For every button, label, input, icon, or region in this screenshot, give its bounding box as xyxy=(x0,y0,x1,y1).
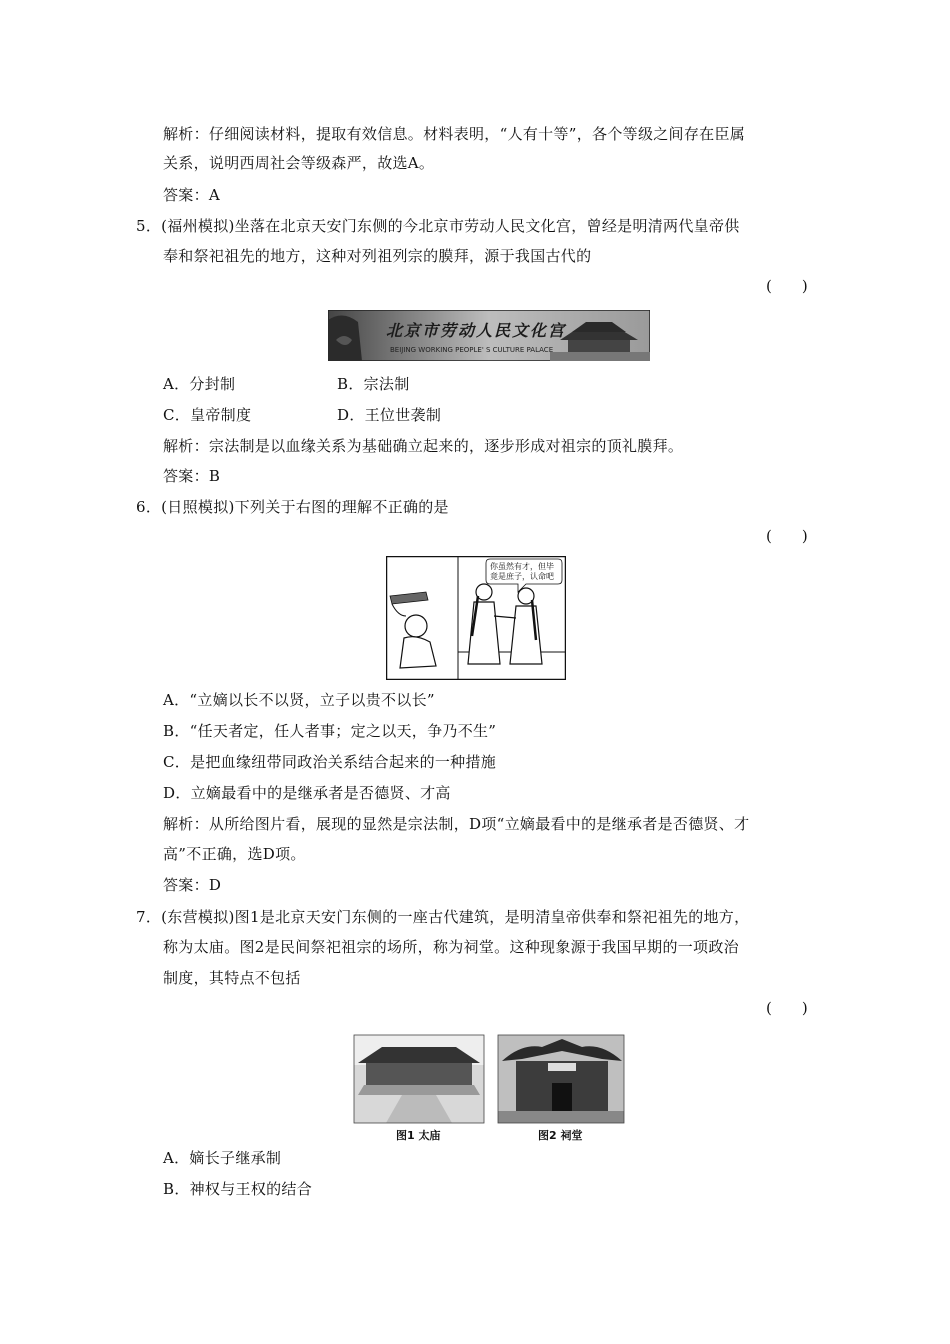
q5-analysis: 解析：宗法制是以血缘关系为基础确立起来的，逐步形成对祖宗的顶礼膜拜。 xyxy=(163,437,684,455)
q4-answer: 答案：A xyxy=(163,186,221,204)
q6-stem: 6．(日照模拟)下列关于右图的理解不正确的是 xyxy=(136,498,449,516)
q7-option-a: A．嫡长子继承制 xyxy=(163,1149,282,1167)
q5-option-c: C．皇帝制度 xyxy=(163,406,252,424)
succession-cartoon-image xyxy=(386,556,566,680)
q7-stem-line2: 称为太庙。图2是民间祭祀祖宗的场所，称为祠堂。这种现象源于我国早期的一项政治 xyxy=(163,938,739,956)
banner-english-text: BEIJING WORKING PEOPLE' S CULTURE PALACE xyxy=(390,346,554,354)
q4-analysis-line2: 关系，说明西周社会等级森严，故选A。 xyxy=(163,154,435,172)
cartoon-bubble-line2: 竟是庶子，认命吧 xyxy=(490,572,554,581)
q7-answer-blank: ( ) xyxy=(766,999,808,1017)
photo1-caption: 图1 太庙 xyxy=(396,1129,441,1142)
q6-option-c: C．是把血缘纽带同政治关系结合起来的一种措施 xyxy=(163,753,497,771)
q4-analysis-line1: 解析：仔细阅读材料，提取有效信息。材料表明，“人有十等”，各个等级之间存在臣属 xyxy=(163,125,746,143)
q6-answer-blank: ( ) xyxy=(766,527,808,545)
q7-stem-line1: 7．(东营模拟)图1是北京天安门东侧的一座古代建筑，是明清皇帝供奉和祭祀祖先的地方， xyxy=(136,908,750,926)
q6-answer: 答案：D xyxy=(163,876,222,894)
temple-and-ancestral-hall-photos xyxy=(352,1033,626,1145)
q5-option-b: B．宗法制 xyxy=(337,375,410,393)
photos-graphic xyxy=(352,1033,626,1145)
q7-option-b: B．神权与王权的结合 xyxy=(163,1180,313,1198)
q7-stem-line3: 制度，其特点不包括 xyxy=(163,969,301,987)
culture-palace-banner-image xyxy=(328,310,650,361)
photo2-caption: 图2 祠堂 xyxy=(538,1129,583,1142)
q6-analysis-line2: 高”不正确，选D项。 xyxy=(163,845,306,863)
q5-answer: 答案：B xyxy=(163,467,221,485)
q6-option-a: A．“立嫡以长不以贤，立子以贵不以长” xyxy=(163,691,435,709)
q6-analysis-line1: 解析：从所给图片看，展现的显然是宗法制，D项“立嫡最看中的是继承者是否德贤、才 xyxy=(163,815,750,833)
q5-answer-blank: ( ) xyxy=(766,277,808,295)
q5-stem-line2: 奉和祭祀祖先的地方，这种对列祖列宗的膜拜，源于我国古代的 xyxy=(163,247,592,265)
q5-option-d: D．王位世袭制 xyxy=(337,406,442,424)
banner-chinese-text: 北京市劳动人民文化宫 xyxy=(386,321,567,340)
q5-stem-line1: 5．(福州模拟)坐落在北京天安门东侧的今北京市劳动人民文化宫，曾经是明清两代皇帝供 xyxy=(136,217,740,235)
q6-option-b: B．“任天者定，任人者事；定之以天，争乃不生” xyxy=(163,722,497,740)
q5-option-a: A．分封制 xyxy=(163,375,236,393)
cartoon-bubble-line1: 你虽然有才，但毕 xyxy=(490,562,554,571)
q6-option-d: D．立嫡最看中的是继承者是否德贤、才高 xyxy=(163,784,451,802)
